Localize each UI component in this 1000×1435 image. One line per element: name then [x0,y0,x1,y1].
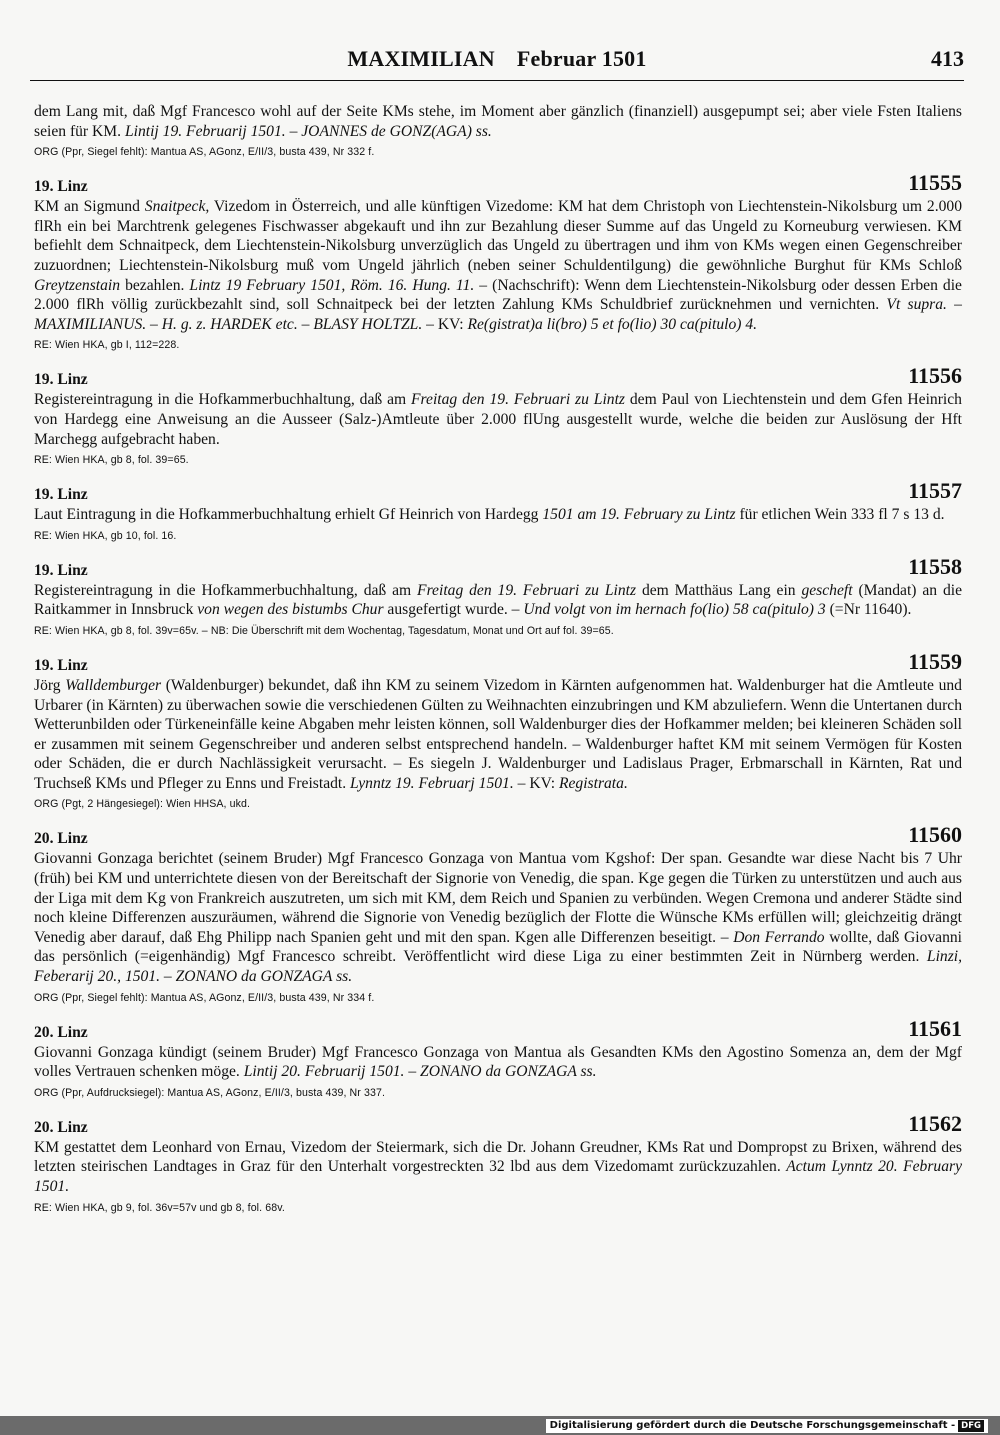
entry-header [34,478,962,505]
intro-source-note: ORG (Ppr, Siegel fehlt): Mantua AS, AGonz, E/II/3, busta 439, Nr 332 f. [34,146,375,159]
text-segment: – (Nachschrift): Wenn dem Liechtenstein-Nikolsburg oder dessen Erben die 2.000 flRh völlig zurückbezahlt sind, soll Schnaitpeck bei der letzten Zahlung KMs Schuldbrief zurücknehmen und vernichten. [34,276,962,314]
italic-text-segment: 1501 am 19. February zu Lintz [542,506,736,524]
running-header [30,44,964,81]
text-segment: für etlichen Wein 333 fl 7 s 13 d. [735,506,945,524]
italic-text-segment: gescheft [801,581,853,599]
italic-text-segment: Linzi, Feberarij 20., 1501. – ZONANO da GONZAGA ss. [34,948,962,986]
italic-text-segment: von wegen des bistumbs Chur [197,601,384,619]
entry-header [34,1110,962,1138]
entry-header [34,822,962,849]
entry-11562 [34,1110,962,1215]
entry-date: 20. Linz [34,830,88,848]
entry-number: 11559 [908,648,962,674]
text-segment: wollte, daß Giovanni das persönlich (=eigenhändig) Mgf Francesco schreibt. Veröffentlicht wird diese Liga zu einer bestimmten Zeit in Nürnberg werden. [34,928,963,966]
italic-text-segment: Snaitpeck, [144,198,210,216]
entry-11557 [34,478,962,543]
italic-text-segment: Re(gistrat)a li(bro) 5 et fo(lio) 30 ca(pitulo) 4. [467,315,758,333]
text-segment: ausgefertigt wurde. – [383,601,524,619]
entry-header [34,648,962,676]
text-segment: Giovanni Gonzaga berichtet (seinem Bruder) Mgf Francesco Gonzaga von Mantua vom Kgshof: Der span. Gesandte war diese Nacht bis 7 Uhr (früh) bei KM und unterrichtete diesen von der Bereitschaft der Signorie von Venedig, die span. Kge gegen die Türken zu unterstützen und auch aus der Liga mit dem Kg von Frankreich auszutreten, um sich mit KM, dem Reich und Spanien zu verbünden. Wegen Cremona und anderer Städte sind noch kleine Differenzen auszuräumen, während die Signorie von Venedig bezüglich der Flotte die Wünsche KMs erfüllen will; gleichzeitig drängt Venedig aber darauf, daß Ehg Philipp nach Spanien geht und mit den span. Kgen alle Differenzen beseitigt. – [34,850,962,946]
entry-number: 11562 [908,1110,962,1136]
entry-number: 11557 [908,478,962,504]
italic-text-segment: Greytzenstain [34,276,121,294]
entry-text [34,849,962,986]
entry-source-note: RE: Wien HKA, gb 8, fol. 39=65. [34,454,189,467]
entry-date: 19. Linz [34,178,88,196]
title-left: MAXIMILIAN [347,46,495,71]
entry-header [34,170,962,197]
entry-source-note: RE: Wien HKA, gb 8, fol. 39v=65v. – NB: Die Überschrift mit dem Wochentag, Tagesdatum, Monat und Ort auf fol. 39=65. [34,624,614,637]
text-segment: (Waldenburger) bekundet, daß ihn KM zu seinem Vizedom in Kärnten aufgenommen hat. Waldenburger hat die Amtleute und Urbarer (in Kärnten) zu überwachen sowie die verschiedenen Gülten zu Weihnachten einzubringen und KM abzuliefern. Wenn die Untertanen durch Wetterunbilden oder Türkeneinfälle keine Abgaben mehr leisten können, soll Waldenburger dies der Hofkammer melden; bei kleineren Schäden soll er zusammen mit seinem Gegenschreiber und anderen selbst entsprechend handeln. – Waldenburger haftet KM mit seinem Vermögen für Kosten oder Schäden, die er durch Nachlässigkeit verursacht. – Es siegeln J. Waldenburger und Ladislaus Prager, Erbmarschall in Kärnten, Rat und Truchseß KMs und Pfleger zu Enns und Freistadt. [34,676,962,792]
entry-date: 20. Linz [34,1023,88,1041]
text-segment: bezahlen. [120,276,190,294]
page-number: 413 [931,46,964,71]
entry-text [34,581,962,620]
entry-number: 11555 [908,170,962,196]
text-segment: Laut Eintragung in die Hofkammerbuchhaltung erhielt Gf Heinrich von Hardegg [34,506,543,524]
entry-header [34,1015,962,1043]
entry-source-note: ORG (Ppr, Siegel fehlt): Mantua AS, AGonz, E/II/3, busta 439, Nr 334 f. [34,991,375,1004]
text-segment: – KV: [513,774,559,792]
entry-date: 19. Linz [34,656,88,674]
entry-11559 [34,648,962,812]
entry-11555 [34,170,962,352]
title-right: Februar 1501 [516,46,647,71]
entry-date: 19. Linz [34,561,88,579]
italic-text-segment: Freitag den 19. Februari zu Lintz [411,391,625,409]
entry-header [34,553,962,581]
intro-continuation [34,102,962,159]
entry-number: 11558 [908,553,962,579]
entry-source-note: RE: Wien HKA, gb 9, fol. 36v=57v und gb 8, fol. 68v. [34,1201,285,1214]
italic-text-segment: Actum Lynntz 20. February 1501. [34,1158,962,1195]
entry-11556 [34,363,962,467]
text-segment: dem Paul von Liechtenstein und dem Gfen Heinrich von Hardegg eine Anweisung an die Ausseer (Salz-)Amtleute über 2.000 flUng ausgestellt wurde, welche die beiden zur Auslösung der Hft Marchegg aufgebracht haben. [34,391,962,448]
italic-text-segment: Registrata. [558,774,628,792]
entry-text [34,1043,962,1082]
text-segment: – KV: [422,315,468,333]
footer-text: Digitalisierung gefördert durch die Deutsche Forschungsgemeinschaft - [549,1420,956,1431]
entry-source-note: ORG (Ppr, Aufdrucksiegel): Mantua AS, AGonz, E/II/3, busta 439, Nr 337. [34,1086,385,1099]
text-segment: dem Lang mit, daß Mgf Francesco wohl auf der Seite KMs stehe, im Moment aber gänzlich (finanziell) ausgepumpt sei; aber viele Fsten Italiens seien für KM. [34,103,962,140]
text-segment: (=Nr 11640). [825,601,912,619]
entry-number: 11556 [908,363,962,389]
dfg-logo: DFG [958,1420,984,1432]
entry-11560 [34,822,963,1004]
entry-11558 [34,553,963,638]
document-body [34,102,962,1215]
entry-text [34,676,962,794]
entry-date: 19. Linz [34,371,88,389]
italic-text-segment: Und volgt von im hernach fo(lio) 58 ca(pitulo) 3 [523,601,826,619]
text-segment: Registereintragung in die Hofkammerbuchhaltung, daß am [34,581,418,599]
italic-text-segment: Lintz 19 February 1501, Röm. 16. Hung. 11. [189,276,475,294]
entry-source-note: RE: Wien HKA, gb I, 112=228. [34,339,180,352]
entry-date: 20. Linz [34,1118,88,1136]
italic-text-segment: Vt supra. – MAXIMILIANUS. – H. g. z. HARDEK etc. – BLASY HOLTZL. [34,296,962,333]
italic-text-segment: Lintij 19. Februarij 1501. – JOANNES de GONZ(AGA) ss. [124,122,492,140]
italic-text-segment: Freitag den 19. Februari zu Lintz [417,581,637,599]
funding-footer [546,1419,988,1433]
entry-source-note: RE: Wien HKA, gb 10, fol. 16. [34,529,177,542]
entry-text [34,390,962,449]
italic-text-segment: Lintij 20. Februarij 1501. – ZONANO da GONZAGA ss. [243,1063,597,1081]
italic-text-segment: Walldemburger [65,676,162,694]
page-title [30,46,964,72]
intro-text [34,102,962,141]
text-segment: Giovanni Gonzaga kündigt (seinem Bruder) Mgf Francesco Gonzaga von Mantua als Gesandten KMs den Agostino Somenza an, dem der Mgf volles Vertrauen schenken möge. [34,1043,962,1081]
italic-text-segment: Lynntz 19. Februarj 1501. [350,774,514,792]
text-segment: dem Matthäus Lang ein [636,581,802,599]
entry-11561 [34,1015,962,1100]
italic-text-segment: Don Ferrando [733,928,825,946]
entry-number: 11561 [908,1015,962,1041]
text-segment: KM gestattet dem Leonhard von Ernau, Vizedom der Steiermark, sich die Dr. Johann Greudner, KMs Rat und Dompropst zu Brixen, während des letzten steirischen Landtages in Graz für den Unterhalt vorgestreckten 32 lbd aus dem Vizedomamt zurückzuzahlen. [34,1138,962,1176]
entry-number: 11560 [908,822,962,848]
entry-text [34,1138,962,1197]
entry-header [34,363,962,390]
entry-source-note: ORG (Pgt, 2 Hängesiegel): Wien HHSA, ukd. [34,798,251,811]
entry-text [34,197,962,334]
text-segment: Vizedom in Österreich, und alle künftigen Vizedome: KM hat dem Christoph von Liechtenstein-Nikolsburg um 2.000 flRh ein bei Marchtrenk gelegenes Fischwasser abgekauft und ihn zur Bezahlung dieser Summe auf das Ungeld zu Korneuburg verwiesen. KM befiehlt dem Schnaitpeck, dem Liechtenstein-Nikolsburg unverzüglich das Ungeld zu übertragen und ihm von KMs wegen einen Gegenschreiber zuzuordnen; Liechtenstein-Nikolsburg muß vom Ungeld jährlich (neben seiner Schuldentilgung) die gewöhnliche Burghut für KMs Schloß [34,198,962,274]
entry-date: 19. Linz [34,486,88,504]
text-segment: (Mandat) an die Raitkammer in Innsbruck [34,581,963,619]
text-segment: Jörg [34,676,66,694]
text-segment: Registereintragung in die Hofkammerbuchhaltung, daß am [34,391,412,409]
entry-text [34,505,962,525]
text-segment: KM an Sigmund [34,198,145,216]
